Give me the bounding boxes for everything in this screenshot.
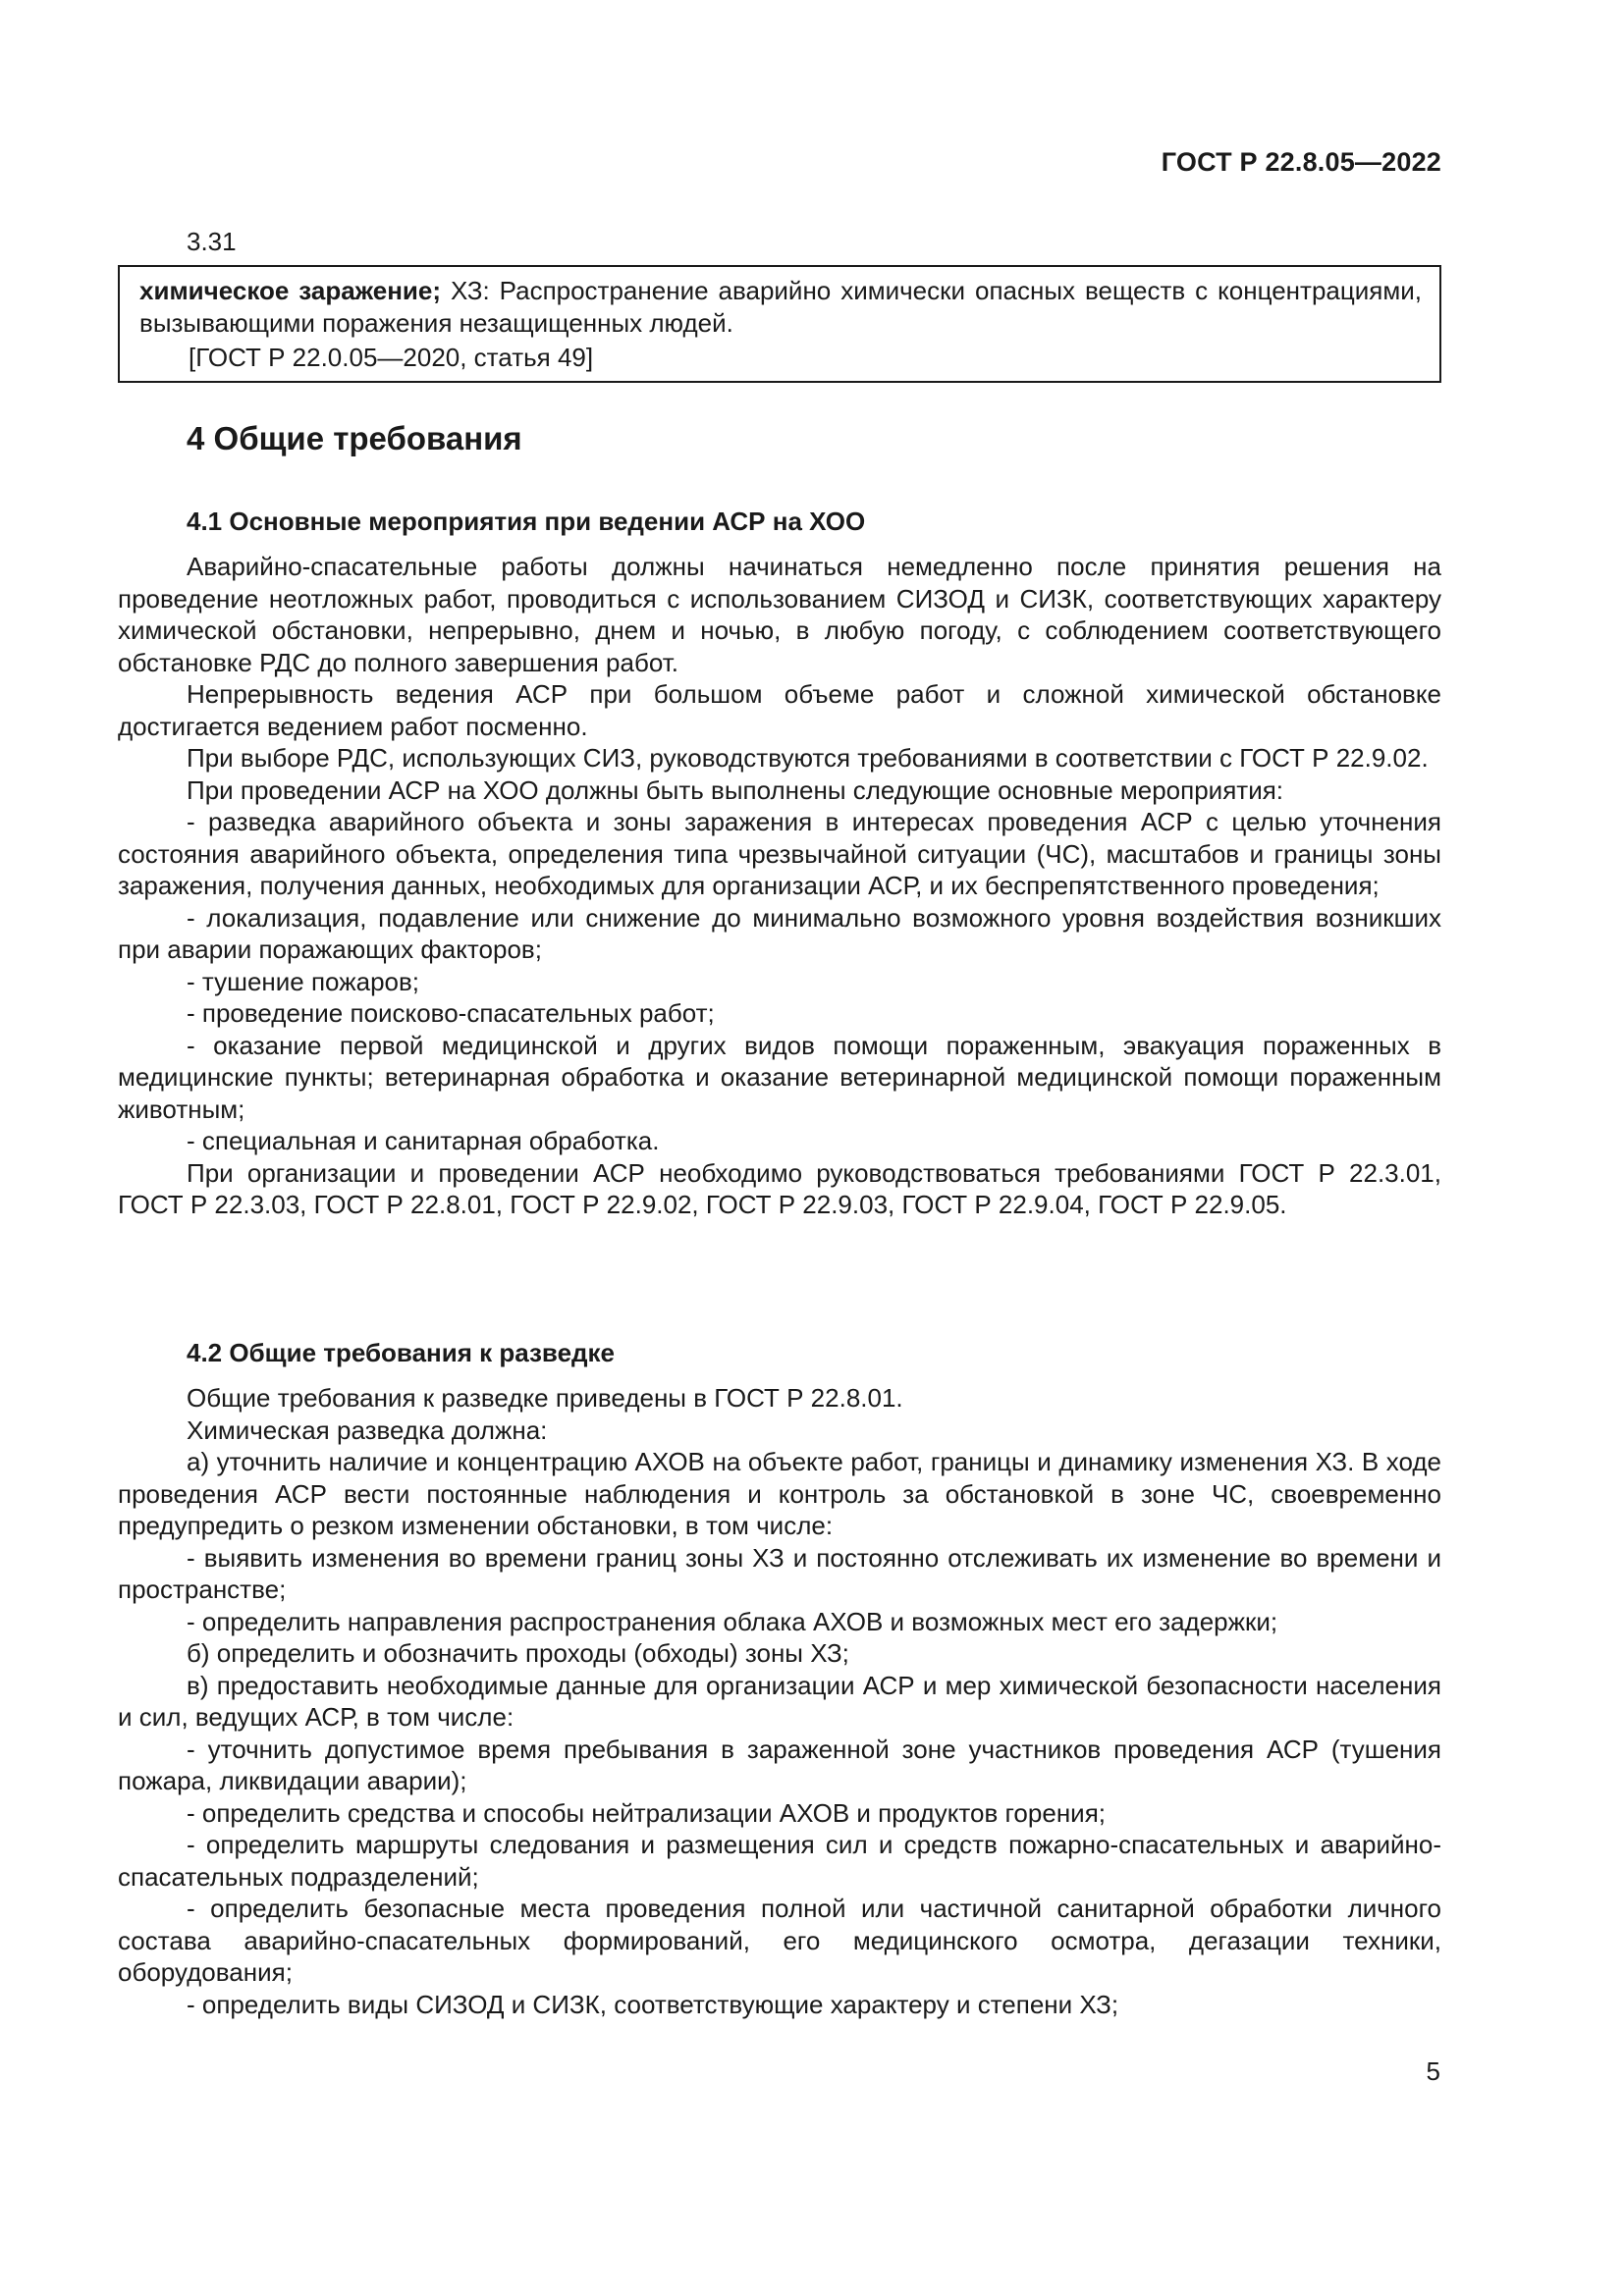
term-definition-box [118, 265, 1441, 383]
term-name: химическое заражение; [139, 276, 442, 305]
term-source: [ГОСТ Р 22.0.05—2020, статья 49] [189, 343, 594, 372]
subsection-title-4-1: 4.1 Основные мероприятия при ведении АСР на ХОО [187, 507, 866, 536]
term-definition [72, 275, 1439, 339]
list-item: - определить средства и способы нейтрализации АХОВ и продуктов горения; [187, 1797, 1106, 1828]
list-item: - проведение поисково-спасательных работ; [187, 998, 715, 1028]
list-item: - специальная и санитарная обработка. [187, 1126, 660, 1155]
list-item: а) уточнить наличие и концентрацию АХОВ на объекте работ, границы и динамику изменения ХЗ. В ходе проведения АСР вести постоянные наблюдения и контроль за обстановкой в зоне ЧС, своевременно предупредить о резком изменении обстановки, в том числе: [118, 1447, 1441, 1540]
paragraph: Общие требования к разведке приведены в ГОСТ Р 22.8.01. [187, 1383, 903, 1413]
paragraph: Непрерывность ведения АСР при большом объеме работ и сложной химической обстановке достигается ведением работ посменно. [118, 679, 1441, 741]
term-number: 3.31 [187, 227, 237, 256]
list-item: - оказание первой медицинской и других видов помощи пораженным, эвакуация пораженных в медицинские пункты; ветеринарная обработка и оказание ветеринарной медицинской помощи пораженным животным; [118, 1030, 1441, 1124]
paragraph: Аварийно-спасательные работы должны начинаться немедленно после принятия решения на проведение неотложных работ, проводиться с использованием СИЗОД и СИЗК, соответствующих характеру химической обстановки, непрерывно, днем и ночью, в любую погоду, с соблюдением соответствующего обстановке РДС до полного завершения работ. [118, 552, 1441, 677]
list-item: - уточнить допустимое время пребывания в зараженной зоне участников проведения АСР (тушения пожара, ликвидации аварии); [118, 1734, 1441, 1795]
list-item: - локализация, подавление или снижение до минимально возможного уровня воздействия возникших при аварии поражающих факторов; [118, 902, 1441, 964]
list-item: - выявить изменения во времени границ зоны ХЗ и постоянно отслеживать их изменение во времени и пространстве; [118, 1542, 1441, 1604]
paragraph: При проведении АСР на ХОО должны быть выполнены следующие основные мероприятия: [187, 774, 1284, 805]
term-definition-text: ХЗ: Распространение аварийно химически опасных веществ с концентрациями, вызывающими поражения незащищенных людей. [139, 276, 1422, 338]
subsection-title-4-2: 4.2 Общие требования к разведке [187, 1338, 616, 1367]
list-item: - разведка аварийного объекта и зоны заражения в интересах проведения АСР с целью уточнения состояния аварийного объекта, определения типа чрезвычайной ситуации (ЧС), масштабов и границы зоны заражения, получения данных, необходимых для организации АСР, и их беспрепятственного проведения; [118, 807, 1441, 900]
list-item: - определить направления распространения облака АХОВ и возможных мест его задержки; [187, 1606, 1278, 1636]
paragraph: При организации и проведении АСР необходимо руководствоваться требованиями ГОСТ Р 22.3.01, ГОСТ Р 22.3.03, ГОСТ Р 22.8.01, ГОСТ Р 22.9.02, ГОСТ Р 22.9.03, ГОСТ Р 22.9.04, ГОСТ Р 22.9.05. [118, 1157, 1441, 1219]
paragraph: При выборе РДС, использующих СИЗ, руководствуются требованиями в соответствии с ГОСТ Р 22.9.02. [187, 743, 1429, 773]
list-item: в) предоставить необходимые данные для организации АСР и мер химической безопасности населения и сил, ведущих АСР, в том числе: [118, 1670, 1441, 1732]
list-item: б) определить и обозначить проходы (обходы) зоны ХЗ; [187, 1638, 849, 1668]
list-item: - тушение пожаров; [187, 966, 420, 996]
subsection-4-1-body [118, 551, 1441, 1221]
page-number: 5 [1426, 2056, 1440, 2086]
list-item: - определить виды СИЗОД и СИЗК, соответствующие характеру и степени ХЗ; [187, 1989, 1119, 2019]
list-item: - определить безопасные места проведения полной или частичной санитарной обработки личного состава аварийно-спасательных формирований, его медицинского осмотра, дегазации техники, оборудования; [118, 1894, 1441, 1987]
section-title: 4 Общие требования [187, 420, 522, 456]
list-item: - определить маршруты следования и размещения сил и средств пожарно-спасательных и аварийно-спасательных подразделений; [118, 1830, 1441, 1892]
document-code: ГОСТ Р 22.8.05—2022 [1161, 147, 1441, 177]
subsection-4-2-body [118, 1382, 1441, 2020]
paragraph: Химическая разведка должна: [187, 1415, 548, 1445]
